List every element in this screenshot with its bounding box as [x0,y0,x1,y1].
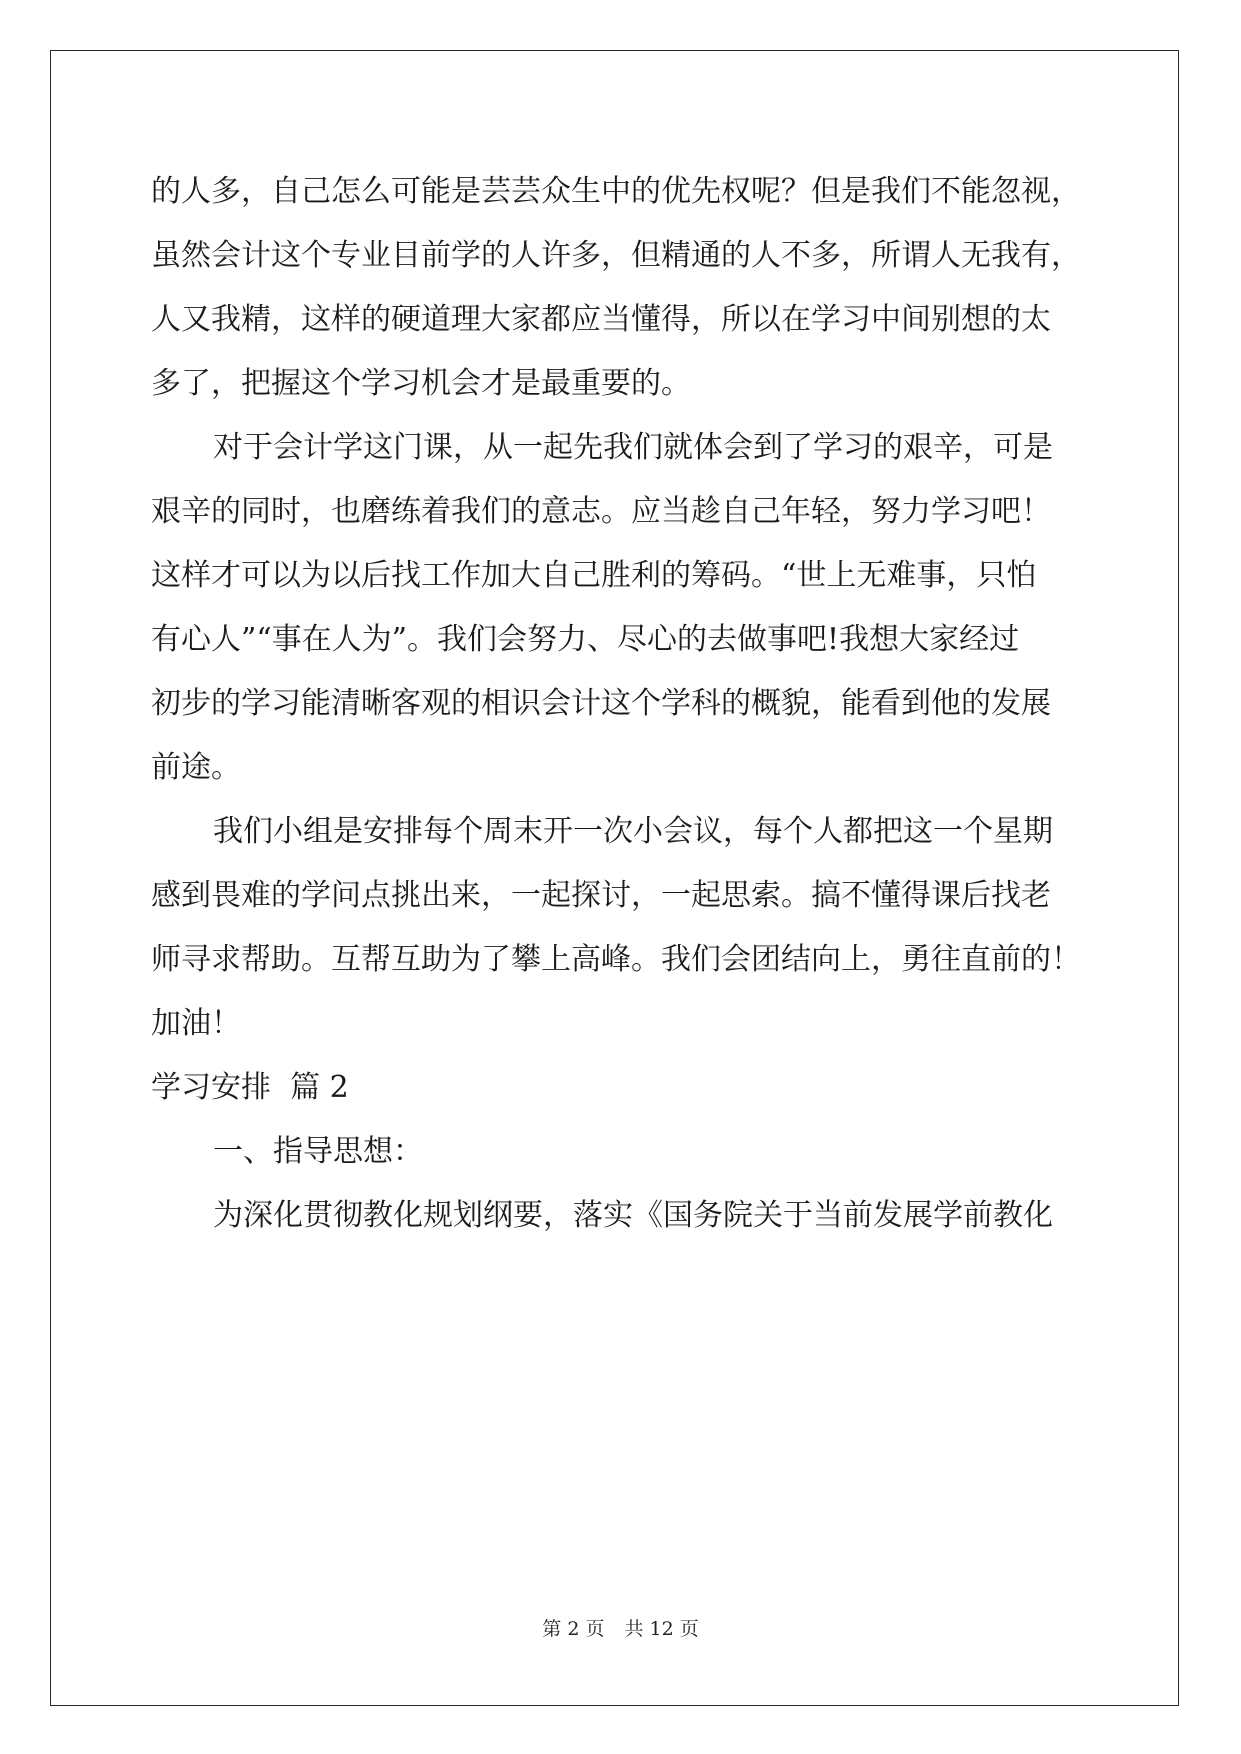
text-line: 加油！ [151,1006,241,1041]
text-line: 人又我精，这样的硬道理大家都应当懂得，所以在学习中间别想的太 [151,302,1051,337]
text-line: 前途。 [151,750,241,785]
page-footer [0,1614,1241,1641]
text-line: 多了，把握这个学习机会才是最重要的。 [151,366,691,401]
subheading [151,1120,1091,1184]
paragraph-2 [151,416,1091,800]
paragraph-3 [151,800,1091,1056]
text-line: 感到畏难的学问点挑出来，一起探讨，一起思索。搞不懂得课后找老 [151,878,1051,913]
text-line: 的人多，自己怎么可能是芸芸众生中的优先权呢？但是我们不能忽视， [151,174,1081,209]
document-body [151,160,1091,1248]
total-pages: 共 12 页 [624,1618,699,1640]
text-line: 初步的学习能清晰客观的相识会计这个学科的概貌，能看到他的发展 [151,686,1051,721]
text-line: 虽然会计这个专业目前学的人许多，但精通的人不多，所谓人无我有， [151,238,1081,273]
text-line: 对于会计学这门课，从一起先我们就体会到了学习的艰辛，可是 [213,430,1053,465]
page-number: 第 2 页 [542,1618,605,1640]
text-line: 师寻求帮助。互帮互助为了攀上高峰。我们会团结向上，勇往直前的！ [151,942,1081,977]
text-line: 为深化贯彻教化规划纲要，落实《国务院关于当前发展学前教化 [213,1198,1053,1233]
text-line: 有心人”“事在人为”。我们会努力、尽心的去做事吧!我想大家经过 [151,622,1020,657]
paragraph-1 [151,160,1091,416]
text-line: 我们小组是安排每个周末开一次小会议，每个人都把这一个星期 [213,814,1053,849]
paragraph-4 [151,1184,1091,1248]
subheading-text: 一、指导思想： [213,1134,423,1169]
section-title-text: 学习安排 篇 2 [151,1070,349,1105]
text-line: 艰辛的同时，也磨练着我们的意志。应当趁自己年轻，努力学习吧！ [151,494,1051,529]
text-line: 这样才可以为以后找工作加大自己胜利的筹码。“世上无难事，只怕 [151,558,1037,593]
section-title [151,1056,1091,1120]
